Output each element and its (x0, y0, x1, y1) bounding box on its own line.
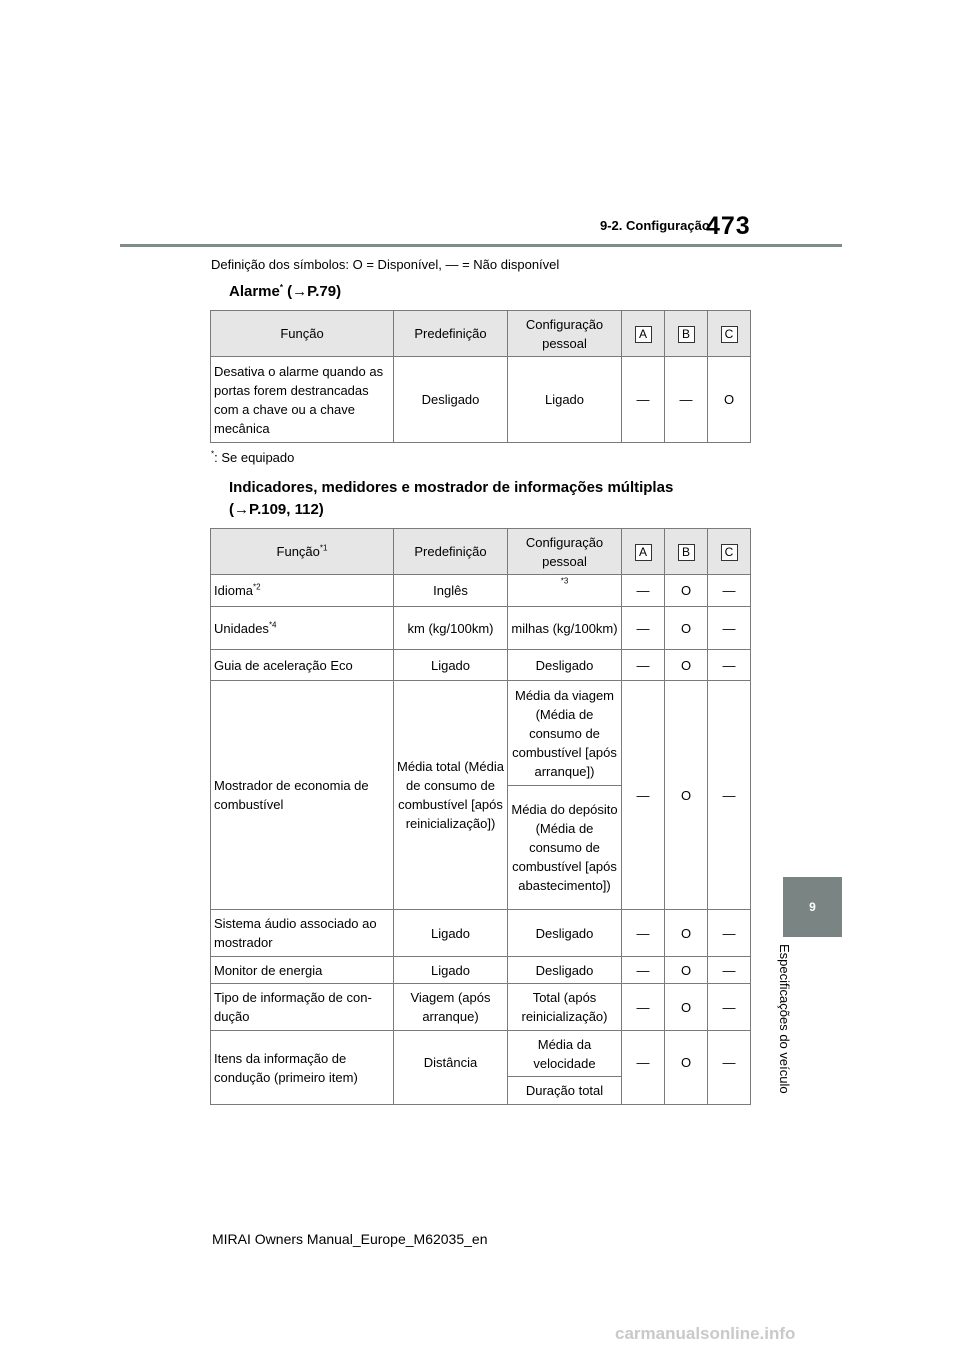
col-c (708, 311, 751, 357)
cell-default: Ligado (394, 650, 508, 681)
cell-a: — (622, 1031, 665, 1105)
cell-c: — (708, 575, 751, 607)
col-b-label: B (678, 544, 695, 561)
cell-c: — (708, 1031, 751, 1105)
cell-custom: Total (após reinicialização) (508, 984, 622, 1031)
chapter-label-text: Especificações do veículo (777, 944, 792, 1094)
cell-function (211, 575, 394, 607)
cell-function-text: Idioma (214, 583, 254, 598)
table-row (211, 910, 751, 957)
cell-custom: Desligado (508, 650, 622, 681)
col-a (622, 311, 665, 357)
cell-default: Ligado (394, 957, 508, 984)
cell-function: Guia de aceleração Eco (211, 650, 394, 681)
cell-function: Desativa o alarme quando as portas forem destrancadas com a chave ou a chave mecânica (211, 357, 394, 443)
col-c-label: C (721, 326, 738, 343)
table-header-row (211, 311, 751, 357)
col-b (665, 311, 708, 357)
cell-custom: milhas (kg/100km) (508, 607, 622, 650)
cell-custom-alt: Duração total (508, 1077, 622, 1105)
symbol-legend: Definição dos símbolos: O = Disponível, — = Não disponível (211, 257, 560, 272)
alarm-title: Alarme (229, 283, 280, 300)
cell-default: km (kg/100km) (394, 607, 508, 650)
footnote-text: : Se equipado (214, 450, 295, 465)
footer: MIRAI Owners Manual_Europe_M62035_en (212, 1231, 488, 1247)
cell-function-mark: *4 (268, 620, 277, 630)
cell-a: — (622, 607, 665, 650)
col-function (211, 529, 394, 575)
cell-b: O (665, 575, 708, 607)
cell-a: — (622, 650, 665, 681)
col-c (708, 529, 751, 575)
table-row (211, 607, 751, 650)
cell-b: O (665, 681, 708, 910)
col-a-label: A (635, 544, 652, 561)
cell-b: O (665, 1031, 708, 1105)
cell-c: — (708, 650, 751, 681)
page-number: 473 (706, 212, 751, 240)
col-function: Função (211, 311, 394, 357)
col-c-label: C (721, 544, 738, 561)
cell-c: — (708, 957, 751, 984)
footnote-mark: * (211, 449, 215, 459)
table-row (211, 575, 751, 607)
cell-c: — (708, 607, 751, 650)
table-row (211, 984, 751, 1031)
cell-function: Tipo de informação de con-dução (211, 984, 394, 1031)
cell-default: Viagem (após arranque) (394, 984, 508, 1031)
cell-b: O (665, 957, 708, 984)
col-custom: Configuração pessoal (508, 529, 622, 575)
cell-custom (508, 575, 622, 607)
cell-a: — (622, 984, 665, 1031)
cell-custom: Ligado (508, 357, 622, 443)
cell-function-text: Unidades (214, 620, 269, 636)
cell-default: Média total (Média de consumo de combustível [após reinicialização]) (394, 681, 508, 910)
col-function-mark: *1 (319, 543, 328, 553)
table-row (211, 1031, 751, 1077)
cell-default: Inglês (394, 575, 508, 607)
footnote (211, 450, 294, 465)
cell-c: — (708, 984, 751, 1031)
cell-b: O (665, 984, 708, 1031)
cell-b: O (665, 607, 708, 650)
cell-a: — (622, 575, 665, 607)
chapter-label (777, 944, 810, 1124)
table-row (211, 650, 751, 681)
cell-custom: Média da viagem (Média de consumo de combustível [após arranque]) (508, 681, 622, 786)
alarm-page-ref: (→P.79) (287, 283, 342, 300)
table-row (211, 357, 751, 443)
alarm-title-mark: * (279, 283, 283, 292)
cell-c: — (708, 910, 751, 957)
cell-function-mark: *2 (253, 582, 261, 592)
cell-a: — (622, 357, 665, 443)
col-default: Predefinição (394, 529, 508, 575)
cell-c: — (708, 681, 751, 910)
table-row (211, 957, 751, 984)
cell-function (211, 607, 394, 650)
cell-custom-mark: *3 (560, 576, 569, 586)
cell-b: O (665, 910, 708, 957)
col-custom: Configuração pessoal (508, 311, 622, 357)
cell-a: — (622, 957, 665, 984)
section-title: 9-2. Configuração (600, 218, 710, 233)
col-b-label: B (678, 326, 695, 343)
col-a (622, 529, 665, 575)
cell-custom: Desligado (508, 957, 622, 984)
cell-custom-alt: Média do depósito (Média de consumo de combustível [após abastecimento]) (508, 786, 622, 910)
col-function-label: Função (276, 544, 320, 559)
col-a-label: A (635, 326, 652, 343)
cell-default: Distância (394, 1031, 508, 1105)
cell-a: — (622, 910, 665, 957)
cell-b: O (665, 650, 708, 681)
alarm-heading (229, 283, 341, 300)
indicators-heading (229, 477, 673, 521)
col-default: Predefinição (394, 311, 508, 357)
cell-custom: Média da velocidade (508, 1031, 622, 1077)
cell-a: — (622, 681, 665, 910)
cell-default: Desligado (394, 357, 508, 443)
cell-function: Itens da informação de condução (primeiro item) (211, 1031, 394, 1105)
indicators-table (210, 528, 751, 1105)
watermark: carmanualsonline.info (615, 1324, 796, 1343)
cell-b: — (665, 357, 708, 443)
table-header-row (211, 529, 751, 575)
table-row (211, 681, 751, 786)
cell-function: Sistema áudio associado ao mostrador (211, 910, 394, 957)
alarm-table (210, 310, 751, 443)
indicators-page-ref: (→P.109, 112) (229, 501, 324, 518)
cell-function: Mostrador de economia de combustível (211, 681, 394, 910)
cell-function: Monitor de energia (211, 957, 394, 984)
chapter-tab: 9 (783, 877, 842, 937)
cell-c: O (708, 357, 751, 443)
header-rule (120, 244, 842, 247)
indicators-title: Indicadores, medidores e mostrador de informações múltiplas (229, 479, 674, 496)
col-b (665, 529, 708, 575)
cell-default: Ligado (394, 910, 508, 957)
cell-custom: Desligado (508, 910, 622, 957)
